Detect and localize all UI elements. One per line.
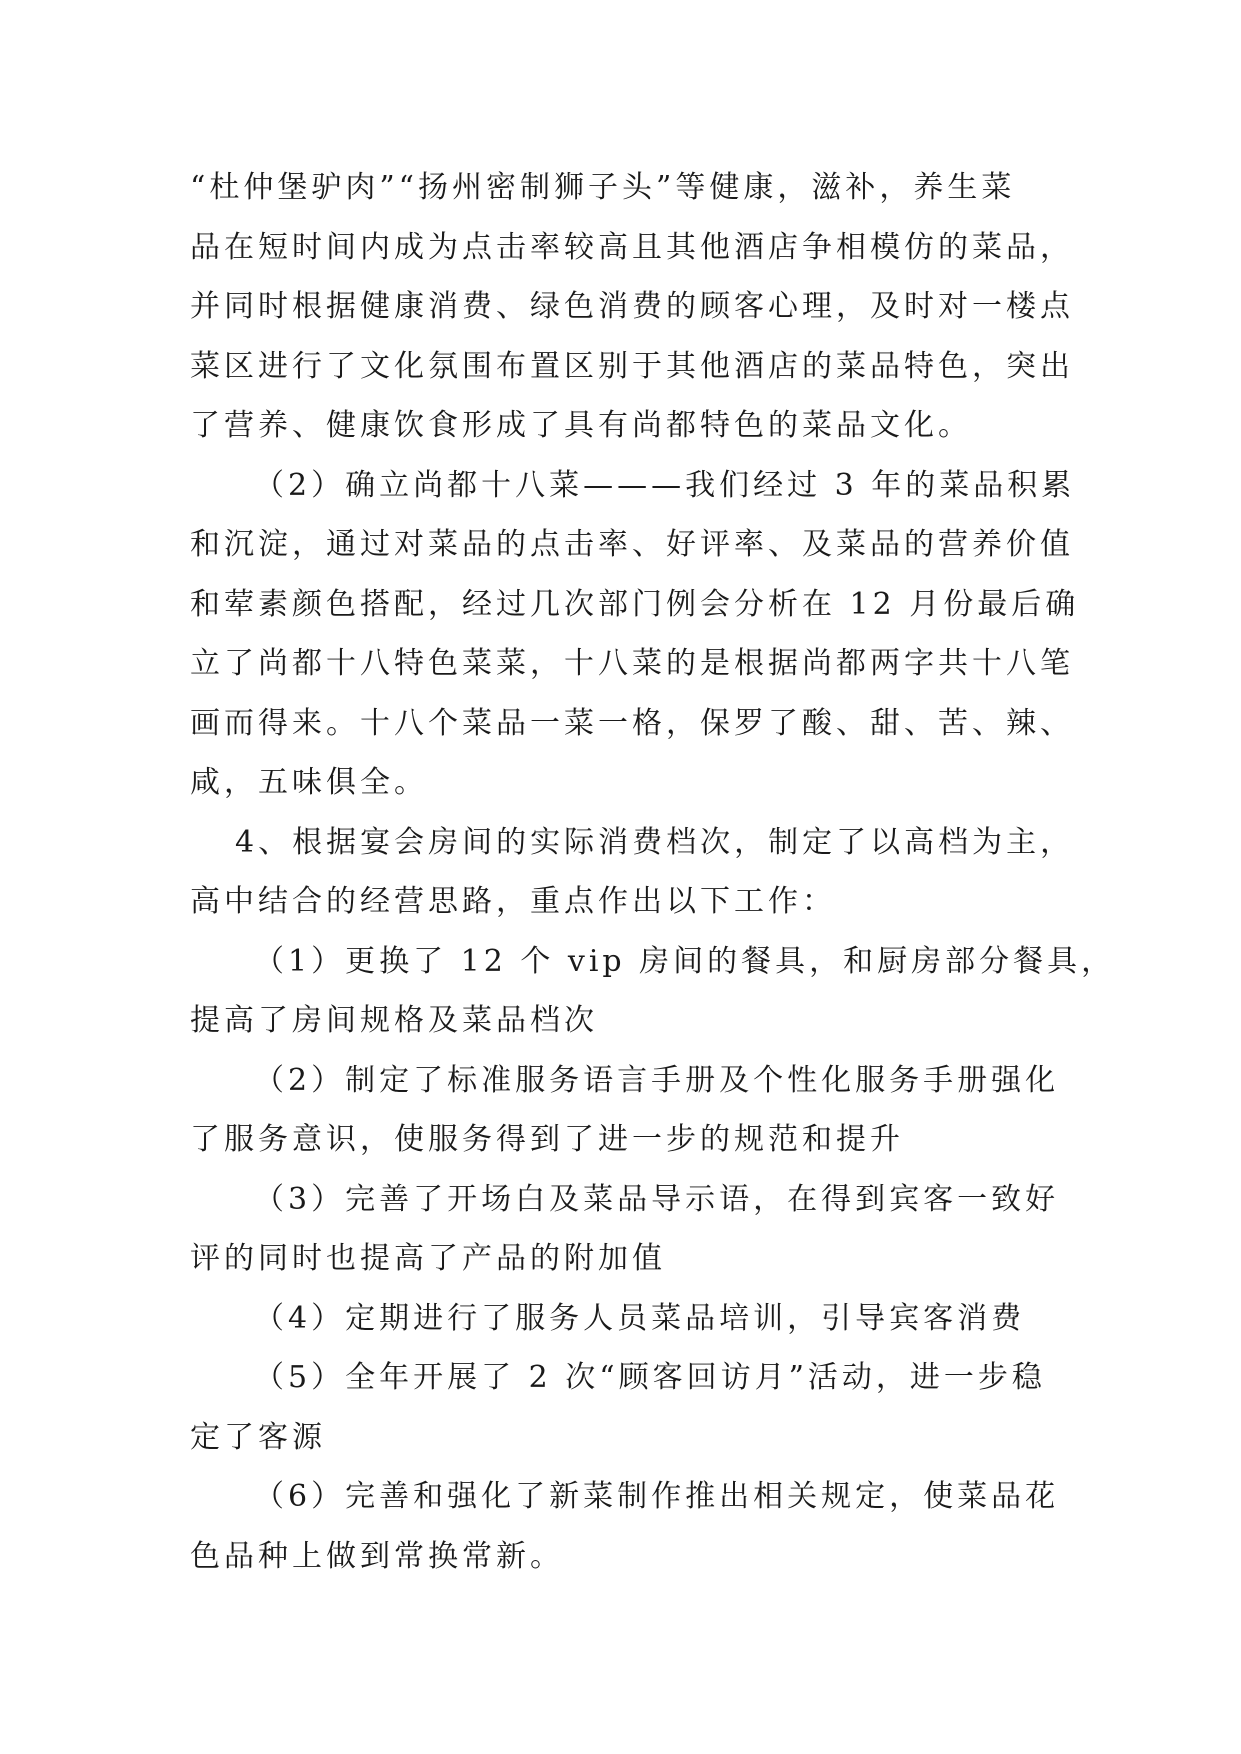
paragraph-start-line: （2）制定了标准服务语言手册及个性化服务手册强化	[254, 1062, 1060, 1098]
text-line: 了服务意识，使服务得到了进一步的规范和提升	[190, 1122, 904, 1157]
text-line: 菜区进行了文化氛围布置区别于其他酒店的菜品特色，突出	[190, 348, 1074, 384]
text-line: 了营养、健康饮食形成了具有尚都特色的菜品文化。	[190, 408, 972, 443]
text-line: 定了客源	[190, 1419, 326, 1455]
text-line: 高中结合的经营思路，重点作出以下工作：	[190, 884, 836, 919]
text-line: 并同时根据健康消费、绿色消费的顾客心理，及时对一楼点	[190, 289, 1074, 324]
document-body	[190, 158, 1116, 1586]
text-line: 画而得来。十八个菜品一菜一格，保罗了酸、甜、苦、辣、	[190, 705, 1074, 741]
paragraph-start-line: （3）完善了开场白及菜品导示语，在得到宾客一致好	[254, 1181, 1060, 1217]
text-line: 品在短时间内成为点击率较高且其他酒店争相模仿的菜品，	[190, 229, 1074, 265]
paragraph-start-line: （6）完善和强化了新菜制作推出相关规定，使菜品花	[254, 1479, 1060, 1514]
text-line: 提高了房间规格及菜品档次	[190, 1003, 598, 1038]
text-line: 评的同时也提高了产品的附加值	[190, 1241, 666, 1276]
paragraph-start-line: 4、根据宴会房间的实际消费档次，制定了以高档为主，	[235, 824, 1075, 860]
text-line: “杜仲堡驴肉”“扬州密制狮子头”等健康，滋补，养生菜	[190, 170, 1016, 205]
text-line: 和沉淀，通过对菜品的点击率、好评率、及菜品的营养价值	[190, 527, 1074, 562]
text-line: 和荤素颜色搭配，经过几次部门例会分析在 12 月份最后确	[190, 586, 1080, 622]
paragraph-start-line: （1）更换了 12 个 vip 房间的餐具，和厨房部分餐具，	[254, 943, 1116, 979]
paragraph-start-line: （5）全年开展了 2 次“顾客回访月”活动，进一步稳	[254, 1360, 1046, 1395]
text-line: 立了尚都十八特色菜菜，十八菜的是根据尚都两字共十八笔	[190, 646, 1074, 681]
text-line: 咸，五味俱全。	[190, 765, 428, 800]
paragraph-start-line: （4）定期进行了服务人员菜品培训，引导宾客消费	[254, 1300, 1026, 1336]
text-line: 色品种上做到常换常新。	[190, 1538, 564, 1574]
paragraph-start-line: （2）确立尚都十八菜———我们经过 3 年的菜品积累	[254, 467, 1076, 503]
